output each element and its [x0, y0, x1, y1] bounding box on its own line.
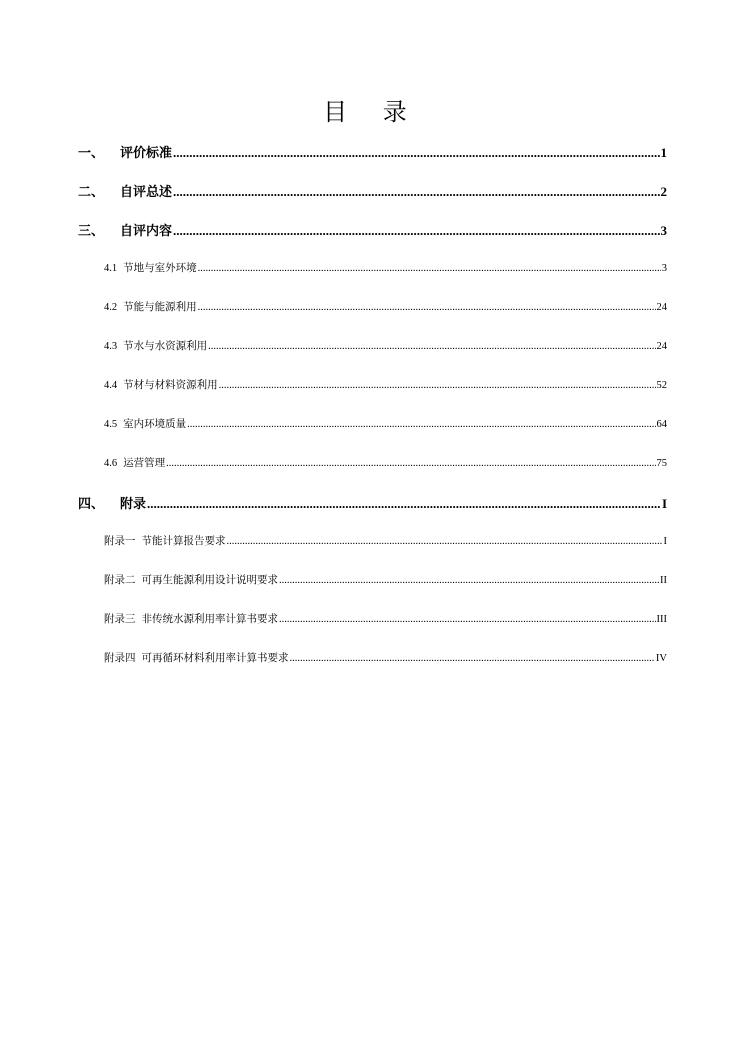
toc-leader-dots	[279, 575, 659, 586]
toc-entry-label: 节地与室外环境	[123, 262, 197, 274]
page-title: 目 录	[323, 98, 421, 126]
toc-entry-label: 节材与材料资源利用	[123, 379, 218, 391]
toc-entry-page: 52	[656, 380, 667, 391]
toc-entry-label: 运营管理	[123, 457, 166, 469]
toc-entry[interactable]	[104, 533, 667, 548]
toc-entry-page: 3	[661, 263, 667, 274]
toc-entry-number: 4.5	[104, 419, 118, 430]
toc-entry[interactable]	[104, 416, 667, 431]
toc-entry-page: IV	[655, 653, 667, 664]
toc-entry-label: 节能与能源利用	[123, 301, 197, 313]
toc-leader-dots	[173, 145, 659, 161]
toc-entry[interactable]	[104, 650, 667, 665]
toc-entry-number: 一、	[78, 146, 105, 161]
toc-entry-label: 可再生能源利用设计说明要求	[141, 574, 278, 586]
toc-leader-dots	[290, 653, 655, 664]
toc-leader-dots	[173, 223, 659, 239]
toc-entry-number: 4.4	[104, 380, 118, 391]
toc-entry-number: 三、	[78, 224, 105, 239]
toc-entry-number: 附录三	[104, 614, 136, 625]
toc-entry[interactable]	[104, 572, 667, 587]
toc-entry-number: 附录一	[104, 536, 136, 547]
toc-entry[interactable]	[78, 220, 667, 239]
toc-entry[interactable]	[104, 299, 667, 314]
toc-entry-number: 4.6	[104, 458, 118, 469]
toc-leader-dots	[187, 419, 655, 430]
toc-entry-label: 节能计算报告要求	[141, 535, 226, 547]
toc-entry[interactable]	[78, 181, 667, 200]
toc-entry-number: 4.3	[104, 341, 118, 352]
toc-entry-page: 24	[656, 302, 667, 313]
toc-leader-dots	[166, 458, 655, 469]
toc-entry[interactable]	[104, 377, 667, 392]
toc-entry-label: 节水与水资源利用	[123, 340, 208, 352]
toc-entry[interactable]	[78, 142, 667, 161]
toc-entry[interactable]	[104, 611, 667, 626]
toc-entry-number: 4.1	[104, 263, 118, 274]
toc-entry-label: 自评总述	[120, 185, 173, 200]
toc-entry-number: 附录二	[104, 575, 136, 586]
toc-entry-number: 附录四	[104, 653, 136, 664]
toc-leader-dots	[198, 302, 656, 313]
toc-entry-label: 评价标准	[120, 146, 173, 161]
toc-entry-page: III	[656, 614, 667, 625]
toc-leader-dots	[227, 536, 663, 547]
toc-entry-page: 3	[660, 223, 667, 238]
toc-entry-page: 64	[656, 419, 667, 430]
toc-entry[interactable]	[104, 338, 667, 353]
toc-entry-label: 室内环境质量	[123, 418, 187, 430]
toc-leader-dots	[279, 614, 656, 625]
toc-leader-dots	[147, 496, 661, 512]
toc-entry-number: 二、	[78, 185, 105, 200]
toc-entry-page: I	[663, 536, 667, 547]
toc-entry-label: 自评内容	[120, 224, 173, 239]
toc-entry-label: 附录	[120, 497, 147, 512]
toc-entry[interactable]	[78, 493, 667, 512]
toc-entry-number: 四、	[78, 497, 105, 512]
toc-entry-page: 75	[656, 458, 667, 469]
toc-entry-page: 24	[656, 341, 667, 352]
toc-entry[interactable]	[104, 260, 667, 275]
toc-leader-dots	[219, 380, 656, 391]
toc-entry-page: II	[660, 575, 667, 586]
toc-entry-page: 1	[660, 145, 667, 160]
toc-leader-dots	[198, 263, 661, 274]
toc-entry-page: I	[661, 496, 667, 511]
toc-entry[interactable]	[104, 455, 667, 470]
toc-entry-label: 非传统水源利用率计算书要求	[141, 613, 278, 625]
toc-entry-number: 4.2	[104, 302, 118, 313]
toc-leader-dots	[173, 184, 659, 200]
toc-leader-dots	[208, 341, 655, 352]
toc-entry-label: 可再循环材料利用率计算书要求	[141, 652, 289, 664]
toc-entry-page: 2	[660, 184, 667, 199]
